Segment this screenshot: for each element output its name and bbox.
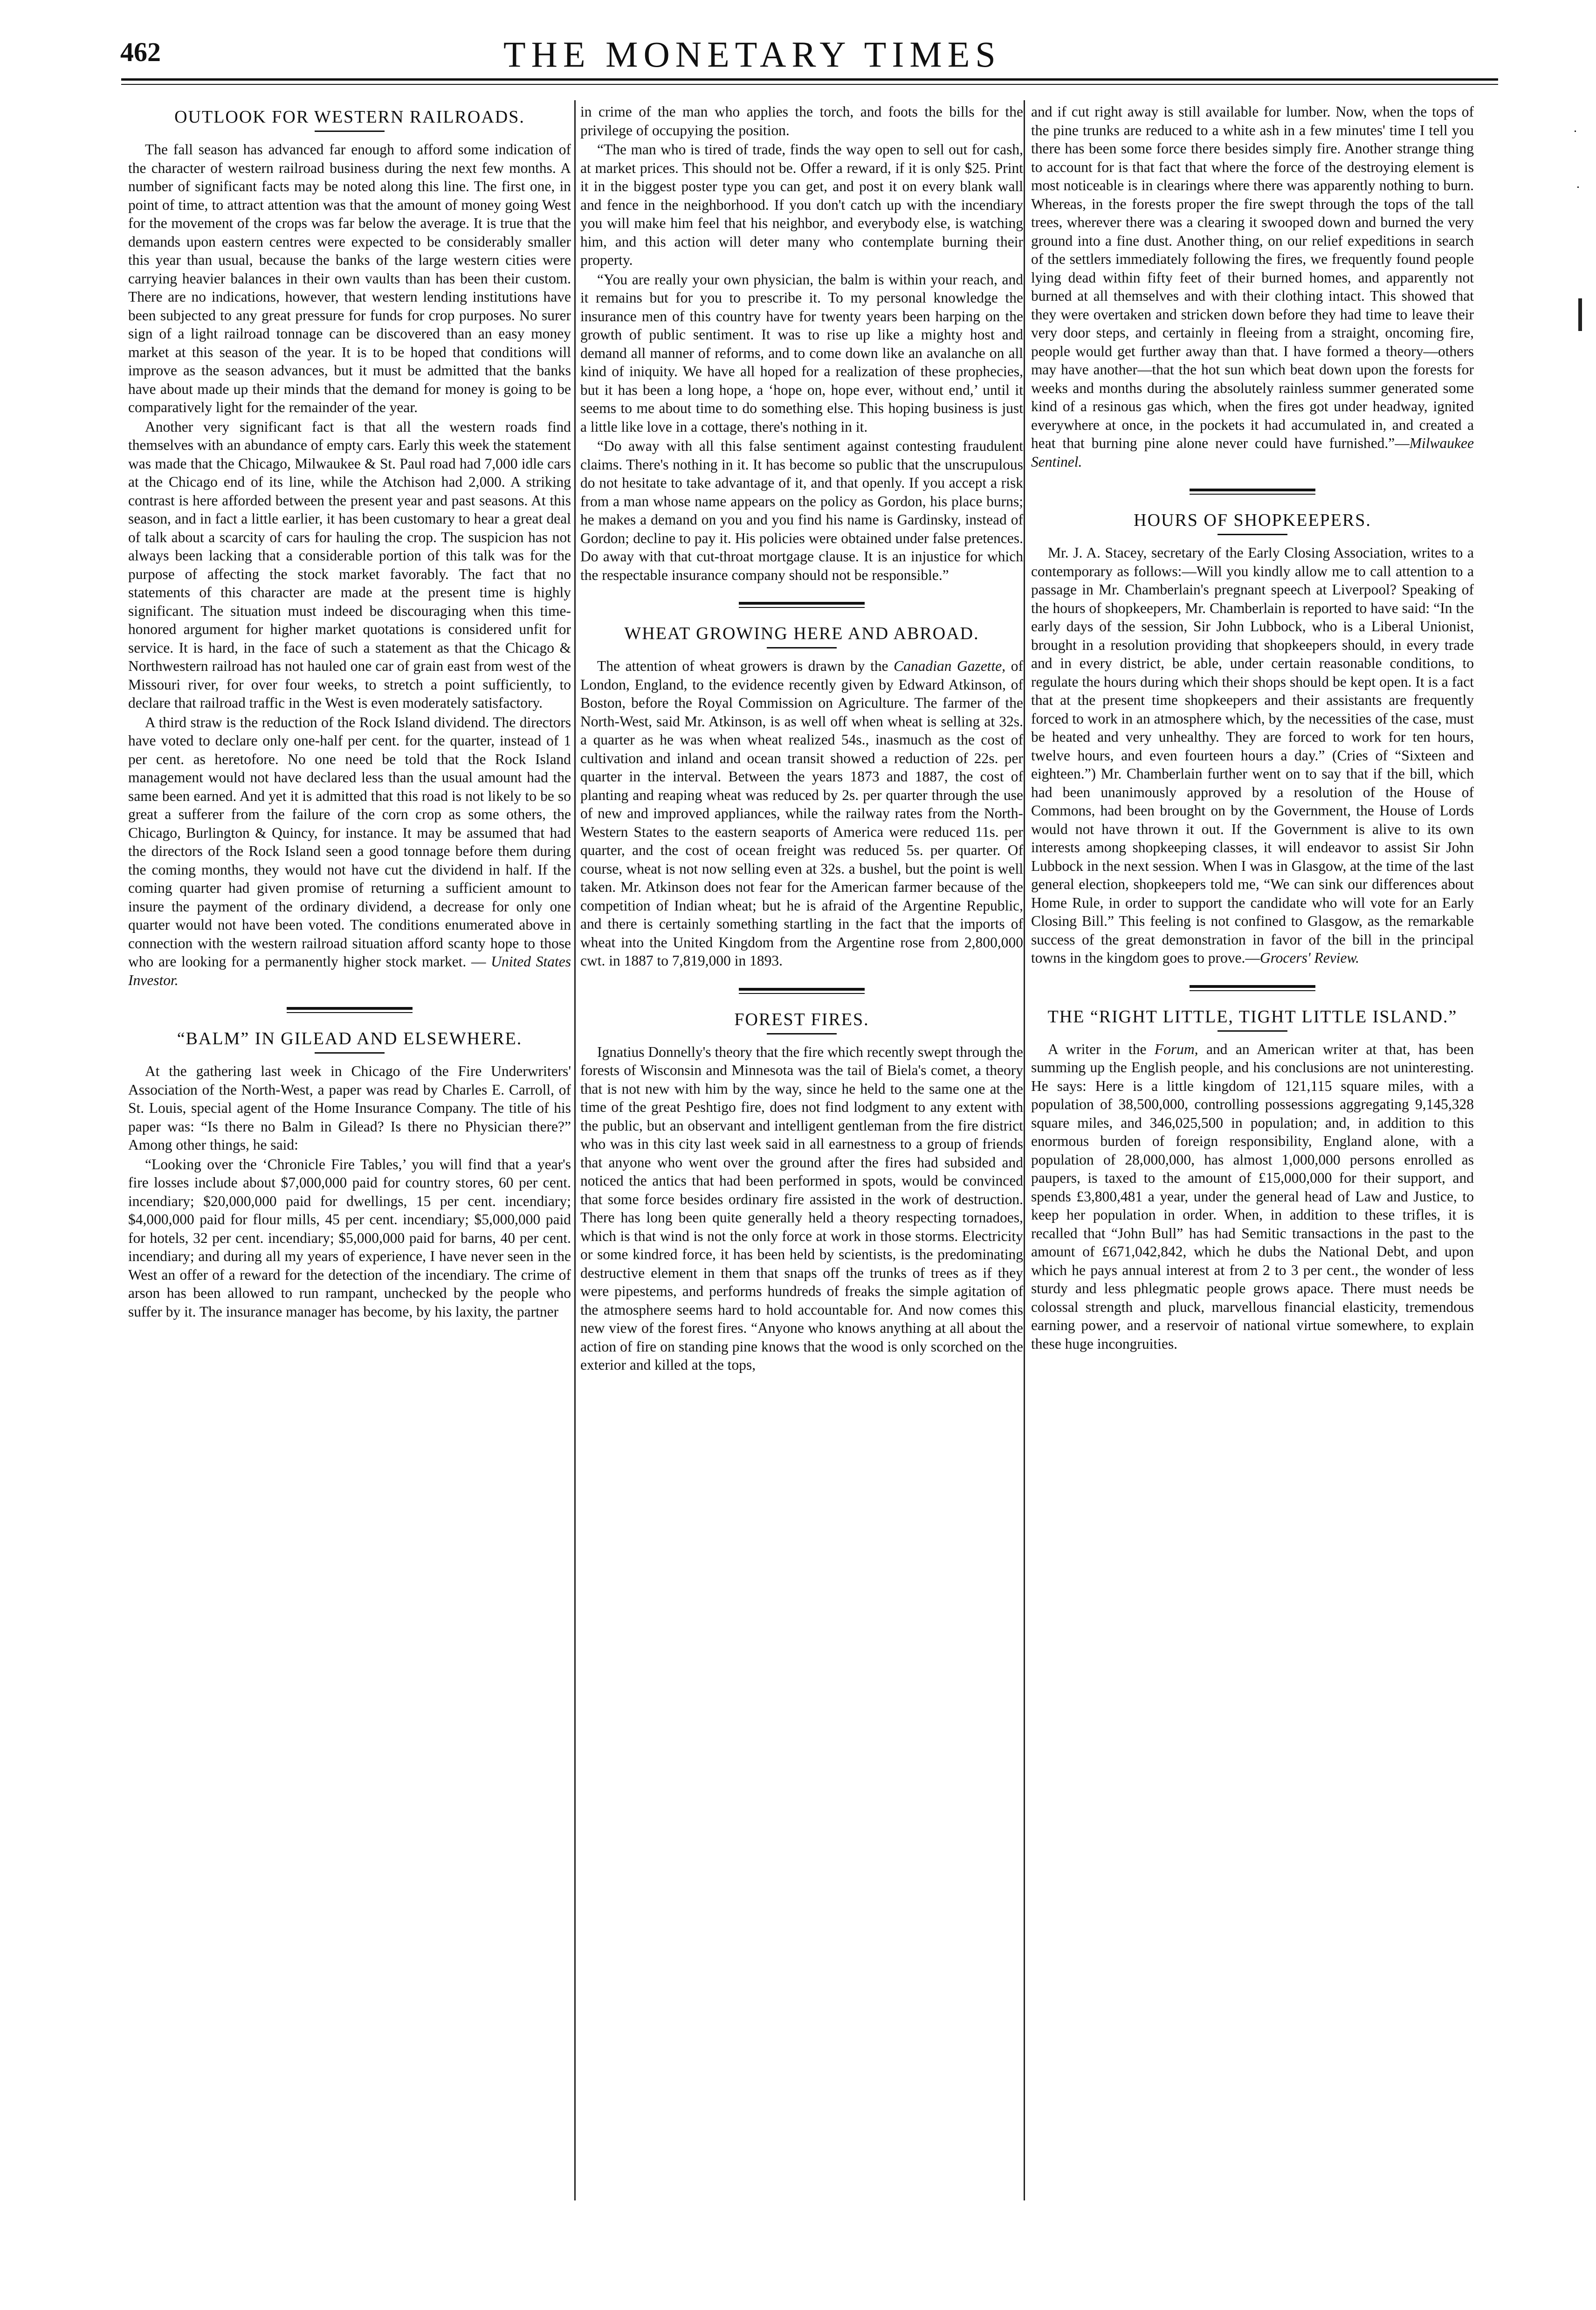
paragraph-text: and if cut right away is still available for lumber. Now, when the tops of the pine trunks are reduced to a white ash in a few minutes' time I tell you there has been some force there besides simply fire. Another strange thing to account for is that fact that where the force of the destroying element is most noticeable is in clearings where there was apparently nothing to burn. Whereas, in the forests proper the fire swept through the tops of the tall trees, wherever there was a clearing it swooped down and burned the very ground into a fine dust. Another thing, on our relief expeditions in search of the settlers immediately following the fires, we frequently found people lying dead within fifty feet of their burned homes, and apparently not burned at all themselves and with their clothing intact. This showed that they were overtaken and stricken down before they had time to leave their very door steps, and certainly in fleeing from a straight, oncoming fire, people would get further away than that. I have formed a theory—others may have another—that the hot sun which beat down upon the forests for weeks and months during the absolutely rainless summer generated some kind of a resinous gas which, when the fires got under headway, ignited everywhere at once, in the pockets it had accumulated in, and created a heat that burning pine alone never could have furnished.”— [1031,103,1474,451]
article-separator [739,602,865,608]
paragraph-text: A writer in the [1048,1041,1147,1057]
article-heading-wheat: WHEAT GROWING HERE AND ABROAD. [624,624,979,643]
paragraph [1031,544,1474,967]
article-source: United States Investor. [128,953,571,988]
paragraph [128,713,571,990]
column-3 [1031,103,1474,2200]
masthead-title: THE MONETARY TIMES [503,34,1001,75]
heading-rule [767,647,837,648]
paragraph: “You are really your own physician, the balm is within your reach, and it remains but for you to prescribe it. To my personal knowledge the insurance men of this country have for twenty years been harping on the growth of public sentiment. It was to rise up like a mighty host and demand all manner of reforms, and to come down like an avalanche on all kind of iniquity. We have all hoped for a realization of these prophecies, but it has been a long hope, a ‘hope on, hope ever, without end,’ until it seems to me about time to do something else. This hoping business is just a little like love in a cottage, there's nothing in it. [580,271,1023,435]
masthead-rule [121,78,1498,81]
paragraph: “Looking over the ‘Chronicle Fire Tables,’ you will find that a year's fire losses include about $7,000,000 paid for country stores, 60 per cent. incendiary; $20,000,000 paid for dwellings, 15 per cent. incendiary; $4,000,000 paid for flour mills, 45 per cent. incendiary; $5,000,000 paid for hotels, 32 per cent. incendiary; $5,000,000 paid for barns, 40 per cent. incendiary; and during all my years of experience, I have never seen in the West an offer of a reward for the detection of the incendiary. The crime of arson has been allowed to run rampant, unchecked by the people who suffer by it. The insurance manager has become, by his laxity, the partner [128,1156,571,1320]
article-separator [739,988,865,994]
paragraph: in crime of the man who applies the torch, and foots the bills for the privilege of occupying the position. [580,103,1023,138]
article-source: Milwaukee Sentinel. [1031,435,1474,470]
paragraph-text: and an American writer at that, has been summing up the English people, and his conclusions are not uninteresting. He says: Here is a little kingdom of 121,115 square miles, with a population of 38,500,000, controlling possessions aggregating 9,145,328 square miles, and 346,025,500 in population; and, in addition to this enormous burden of foreign responsibility, England alone, with a population of 28,000,000, has almost 1,000,000 persons enrolled as paupers, is taxed to the amount of £15,000,000 for their support, and spends £3,800,481 a year, under the general head of Law and Justice, to keep her population in order. When, in addition to these trifles, it is recalled that “John Bull” has had Semitic transactions in the past to the amount of £671,042,842, which he dubs the National Debt, and upon which he pays annual interest at from 2 to 3 per cent., the wonder of less sturdy and less phlegmatic people grows apace. There must needs be colossal strength and pluck, marvellous financial elasticity, tremendous earning power, and a reservoir of national virtue somewhere, to explain these huge incongruities. [1031,1041,1474,1352]
article-separator [287,1007,413,1013]
scan-mark [1578,298,1582,331]
heading-rule [1218,534,1287,535]
masthead-rule-thin [121,84,1498,85]
column-1 [128,103,571,2200]
column-2 [580,103,1023,2200]
paragraph: The fall season has advanced far enough to afford some indication of the character of western railroad business during the next few months. A number of significant facts may be noted along this line. The first one, in point of time, to attract attention was that the amount of money going West for the movement of the crops was far below the average. It is true that the demands upon eastern centres were expected to be considerably smaller this year than usual, because the banks of the large western cities were carrying heavier balances in their own vaults than has been their custom. There are no indications, however, that western lending institutions have been subjected to any great pressure for funds for crop purposes. No surer sign of a light railroad tonnage can be discovered than an easy money market at this season of the year. It is to be hoped that conditions will improve as the season advances, but it must be admitted that the banks have about made up their minds that the demand for money is going to be comparatively light for the remainder of the year. [128,141,571,415]
heading-rule [315,1052,385,1054]
paragraph: At the gathering last week in Chicago of the Fire Underwriters' Association of the North-West, a paper was read by Charles E. Carroll, of St. Louis, special agent of the Home Insurance Company. The title of his paper was: “Is there no Balm in Gilead? Is there no Physician there?” Among other things, he said: [128,1063,571,1153]
article-heading-railroads: OUTLOOK FOR WESTERN RAILROADS. [174,107,525,127]
article-heading-balm: “BALM” IN GILEAD AND ELSEWHERE. [177,1029,523,1048]
paragraph-text: of London, England, to the evidence recently given by Edward Atkinson, of Boston, before the Royal Commission on Agriculture. The farmer of the North-West, said Mr. Atkinson, is as well off when wheat is selling at 32s. a quarter as he was when wheat realized 54s., inasmuch as the cost of cultivation and inland and ocean transit showed a reduction of 22s. per quarter in the interval. Between the years 1873 and 1887, the cost of planting and reaping wheat was reduced by 2s. per quarter through the use of new and improved appliances, while the railway rates from the North-Western States to the eastern seaports of America were reduced 11s. per quarter, and the cost of ocean freight was reduced 5s. per quarter. Of course, wheat is not now selling even at 32s. a bushel, but the point is well taken. Mr. Atkinson does not fear for the American farmer because of the competition of Indian wheat; but he is afraid of the Argentine Republic, and there is certainly something startling in the fact that the imports of wheat into the United Kingdom from the Argentine rose from 2,800,000 cwt. in 1887 to 7,819,000 in 1893. [580,658,1023,969]
paragraph [1031,1040,1474,1353]
column-divider-1 [574,100,576,2200]
scan-mark [1575,131,1576,132]
article-separator [1190,985,1315,991]
publication-name: Forum, [1154,1041,1198,1057]
publication-name: Canadian Gazette, [894,658,1006,674]
heading-rule [315,131,385,132]
paragraph-text: The attention of wheat growers is drawn by the [597,658,888,674]
scan-edge-marks [1569,121,1588,448]
article-heading-shopkeepers: HOURS OF SHOPKEEPERS. [1134,510,1371,530]
article-heading-island: THE “RIGHT LITTLE, TIGHT LITTLE ISLAND.” [1047,1007,1458,1027]
paragraph-text: Mr. J. A. Stacey, secretary of the Early Closing Association, writes to a contemporary as follows:—Will you kindly allow me to call attention to a passage in Mr. Chamberlain's pregnant speech at Liverpool? Speaking of the hours of shopkeepers, Mr. Chamberlain is reported to have said: “In the early days of the session, Sir John Lubbock, who is a Liberal Unionist, brought in a resolution providing that shopkeepers should, in every trade and in every district, be able, under certain reasonable conditions, to regulate the hours during which their shops should be kept open. It is a fact that at the present time shopkeepers and their assistants are frequently forced to work in an atmosphere which, by the necessities of the case, must be heated and very unhealthy. They are forced to work for ten hours, twelve hours, and even fourteen hours a day.” (Cries of “Sixteen and eighteen.”) Mr. Chamberlain further went on to say that if the bill, which had been unanimously approved by a resolution of the House of Commons, had been brought on by the Government, the House of Lords would not have thrown it out. If the Government is alive to its own interests among shopkeeping classes, it will endeavor to assist Sir John Lubbock in the next session. When I was in Glasgow, at the time of the last general election, shopkeepers told me, “We can sink our differences about Home Rule, in order to support the candidate who will vote for an Early Closing Bill.” This feeling is not confined to Glasgow, as the remarkable success of the great demonstration in favor of the bill in the principal towns in the kingdom goes to prove.— [1031,545,1474,966]
paragraph [580,657,1023,970]
heading-rule [767,1033,837,1034]
page-number: 462 [120,37,161,67]
paragraph: Ignatius Donnelly's theory that the fire which recently swept through the forests of Wisconsin and Minnesota was the tail of Biela's comet, a theory that is not new with him by the way, since he held to the same one at the time of the great Peshtigo fire, does not find lodgment to any extent with the public, but an observant and intelligent gentleman from the fire district who was in this city last week said in all earnestness to a group of friends that anyone who went over the ground after the fires had subsided and noticed the antics that had been performed in spots, would be convinced that some force besides ordinary fire assisted in the work of destruction. There has long been quite generally held a theory respecting tornadoes, which is that wind is not the only force at work in those storms. Electricity or some kindred force, it has been held by scientists, is the predominating destructive element in them that snaps off the trunks of trees as if they were pipestems, and performs hundreds of freaks the simple agitation of the atmosphere seems hard to hold accountable for. And now comes this new view of the forest fires. “Anyone who knows anything at all about the action of fire on standing pine knows that the wood is only scorched on the exterior and killed at the tops, [580,1043,1023,1373]
paragraph: Another very significant fact is that all the western roads find themselves with an abundance of empty cars. Early this week the statement was made that the Chicago, Milwaukee & St. Paul road had 7,000 idle cars at the Chicago end of its line, while the Atchison had 2,000. A striking contrast is here afforded between the present year and past seasons. At this season, and in fact a little earlier, it has been customary to hear a great deal of talk about a scarcity of cars for hauling the crop. The suspicion has not always been lacking that a considerable portion of this talk was for the purpose of affecting the stock market favorably. The fact that no statements of this character are made at the present time is highly significant. The situation must indeed be discouraging when this time-honored argument for higher market quotations is considered unfit for service. It is hard, in the face of such a statement as that the Chicago & Northwestern railroad has not hauled one car of grain east from west of the Missouri river, for over four weeks, to stretch a point sufficiently, to declare that railroad traffic in the West is even moderately satisfactory. [128,418,571,711]
heading-rule [1218,1030,1287,1032]
paragraph-text: A third straw is the reduction of the Rock Island dividend. The directors have voted to declare only one-half per cent. for the quarter, instead of 1 per cent. as heretofore. No one need be told that the Rock Island management would not have declared less than the usual amount had the same been earned. And yet it is admitted that this road is not likely to be so great a sufferer from the failure of the corn crop as some others, the Chicago, Burlington & Quincy, for instance. It may be assumed that had the directors of the Rock Island seen a good tonnage before them during the coming months, they would not have cut the dividend in half. If the coming quarter had given promise of returning a sufficient amount to insure the payment of the ordinary dividend, a decrease for only one quarter would not have been voted. The conditions enumerated above in connection with the western railroad situation afford scanty hope to those who are looking for a permanently higher stock market. — [128,714,571,970]
column-divider-2 [1024,100,1025,2200]
scan-mark [1577,186,1579,188]
paragraph [1031,103,1474,471]
article-separator [1190,489,1315,495]
paragraph: “Do away with all this false sentiment against contesting fraudulent claims. There's nothing in it. It has become so public that the unscrupulous do not hesitate to take advantage of it, and that openly. If you accept a risk from a man whose name appears on the policy as Gordon, his place burns; he makes a demand on you and you find his name is Gardinsky, instead of Gordon; decline to pay it. His policies were obtained under false pretences. Do away with that cut-throat mortgage clause. It is an injustice for which the respectable insurance company should not be responsible.” [580,438,1023,583]
paragraph: “The man who is tired of trade, finds the way open to sell out for cash, at market prices. This should not be. Offer a reward, if it is only $25. Print it in the biggest poster type you can get, and post it on every blank wall and fence in the neighborhood. If you don't catch up with the incendiary you will make him feel that his neighbor, and everybody else, is watching him, and this action will deter many who contemplate burning their property. [580,141,1023,268]
article-source: Grocers' Review. [1259,950,1360,966]
article-heading-forest-fires: FOREST FIRES. [734,1009,869,1029]
